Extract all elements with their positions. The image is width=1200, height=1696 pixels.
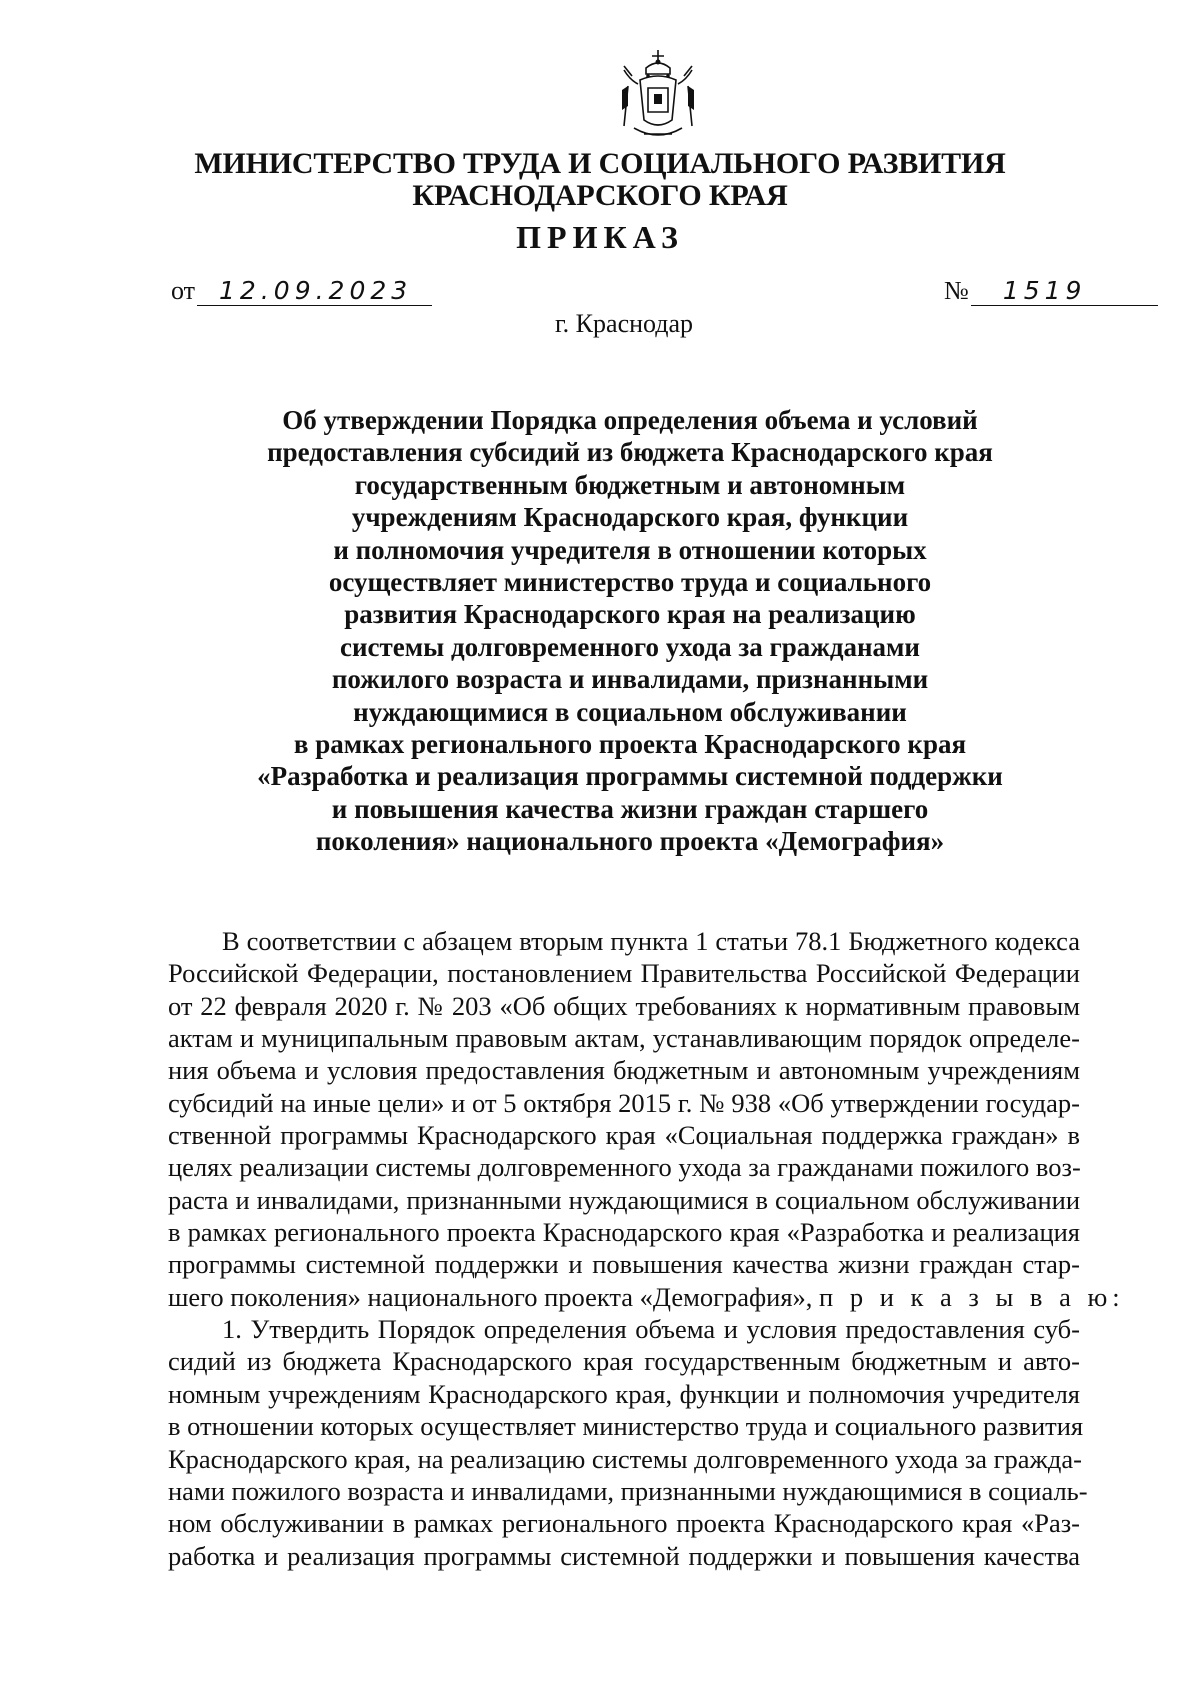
- number-value: 1519: [971, 277, 1158, 306]
- subject-line: в рамках регионального проекта Краснодарского края: [293, 729, 967, 760]
- date-label: от: [171, 276, 196, 305]
- subject-line: государственным бюджетным и автономным: [354, 469, 906, 500]
- subject-line: пожилого возраста и инвалидами, признанными: [331, 664, 929, 695]
- body-line: ния объема и условия предоставления бюджетным и автономным учреждениям: [168, 1055, 1080, 1086]
- subject-line: учреждениям Краснодарского края, функции: [351, 502, 909, 533]
- body-line: в рамках регионального проекта Краснодарского края «Разработка и реализация: [168, 1217, 1080, 1248]
- body-line: 1. Утвердить Порядок определения объема и условия предоставления суб-: [222, 1314, 1080, 1345]
- body-line: от 22 февраля 2020 г. № 203 «Об общих требованиях к нормативным правовым: [168, 990, 1080, 1021]
- body-line: субсидий на иные цели» и от 5 октября 2015 г. № 938 «Об утверждении государ-: [168, 1087, 1080, 1118]
- document-body: [168, 925, 1125, 1572]
- ministry-line-2: КРАСНОДАРСКОГО КРАЯ: [412, 179, 788, 212]
- body-line: сидий из бюджета Краснодарского края государственным бюджетным и авто-: [168, 1346, 1080, 1377]
- body-line: программы системной поддержки и повышения качества жизни граждан стар-: [168, 1249, 1080, 1280]
- number-label: №: [944, 276, 969, 305]
- subject-line: осуществляет министерство труда и социального: [328, 567, 932, 598]
- body-line: В соответствии с абзацем вторым пункта 1 статьи 78.1 Бюджетного кодекса: [222, 926, 1080, 956]
- body-line: ном обслуживании в рамках регионального проекта Краснодарского края «Раз-: [168, 1508, 1080, 1539]
- document-type: ПРИКАЗ: [516, 219, 684, 255]
- order-word: п р и к а з ы в а ю:: [819, 1281, 1125, 1312]
- subject-line: «Разработка и реализация программы системной поддержки: [257, 761, 1003, 792]
- body-line: [168, 1281, 1125, 1313]
- body-line: работка и реализация программы системной поддержки и повышения качества: [168, 1540, 1080, 1571]
- body-line: в отношении которых осуществляет министерство труда и социального развития: [168, 1411, 1084, 1442]
- document-subject: [200, 404, 1060, 858]
- body-line: раста и инвалидами, признанными нуждающимися в социальном обслуживании: [168, 1184, 1080, 1215]
- subject-line: поколения» национального проекта «Демография»: [315, 826, 945, 857]
- number-block: [944, 276, 1158, 306]
- coat-of-arms-icon: [618, 46, 698, 142]
- preamble-last-line: шего поколения» национального проекта «Демография»,: [168, 1281, 813, 1312]
- ministry-line-1: МИНИСТЕРСТВО ТРУДА И СОЦИАЛЬНОГО РАЗВИТИЯ: [194, 147, 1006, 180]
- body-line: актам и муниципальным правовым актам, устанавливающим порядок определе-: [168, 1023, 1080, 1054]
- subject-line: развития Краснодарского края на реализацию: [344, 599, 916, 630]
- subject-line: и полномочия учредителя в отношении которых: [333, 534, 927, 565]
- subject-line: и повышения качества жизни граждан старшего: [331, 793, 929, 824]
- body-line: целях реализации системы долговременного ухода за гражданами пожилого воз-: [168, 1152, 1081, 1183]
- subject-line: Об утверждении Порядка определения объема и условий: [282, 405, 978, 435]
- subject-line: системы долговременного ухода за гражданами: [340, 631, 920, 662]
- subject-line: нуждающимися в социальном обслуживании: [353, 696, 907, 727]
- body-line: Российской Федерации, постановлением Правительства Российской Федерации: [168, 958, 1080, 989]
- body-line: ственной программы Краснодарского края «Социальная поддержка граждан» в: [168, 1120, 1080, 1151]
- body-line: нами пожилого возраста и инвалидами, признанными нуждающимися в социаль-: [168, 1475, 1088, 1506]
- body-line: номным учреждениям Краснодарского края, функции и полномочия учредителя: [168, 1378, 1080, 1409]
- date-block: [171, 276, 432, 306]
- body-line: Краснодарского края, на реализацию системы долговременного ухода за гражда-: [168, 1443, 1082, 1474]
- subject-line: предоставления субсидий из бюджета Краснодарского края: [267, 437, 993, 468]
- date-value: 12.09.2023: [197, 277, 432, 306]
- ministry-name: [0, 148, 1200, 212]
- city: г. Краснодар: [554, 309, 694, 338]
